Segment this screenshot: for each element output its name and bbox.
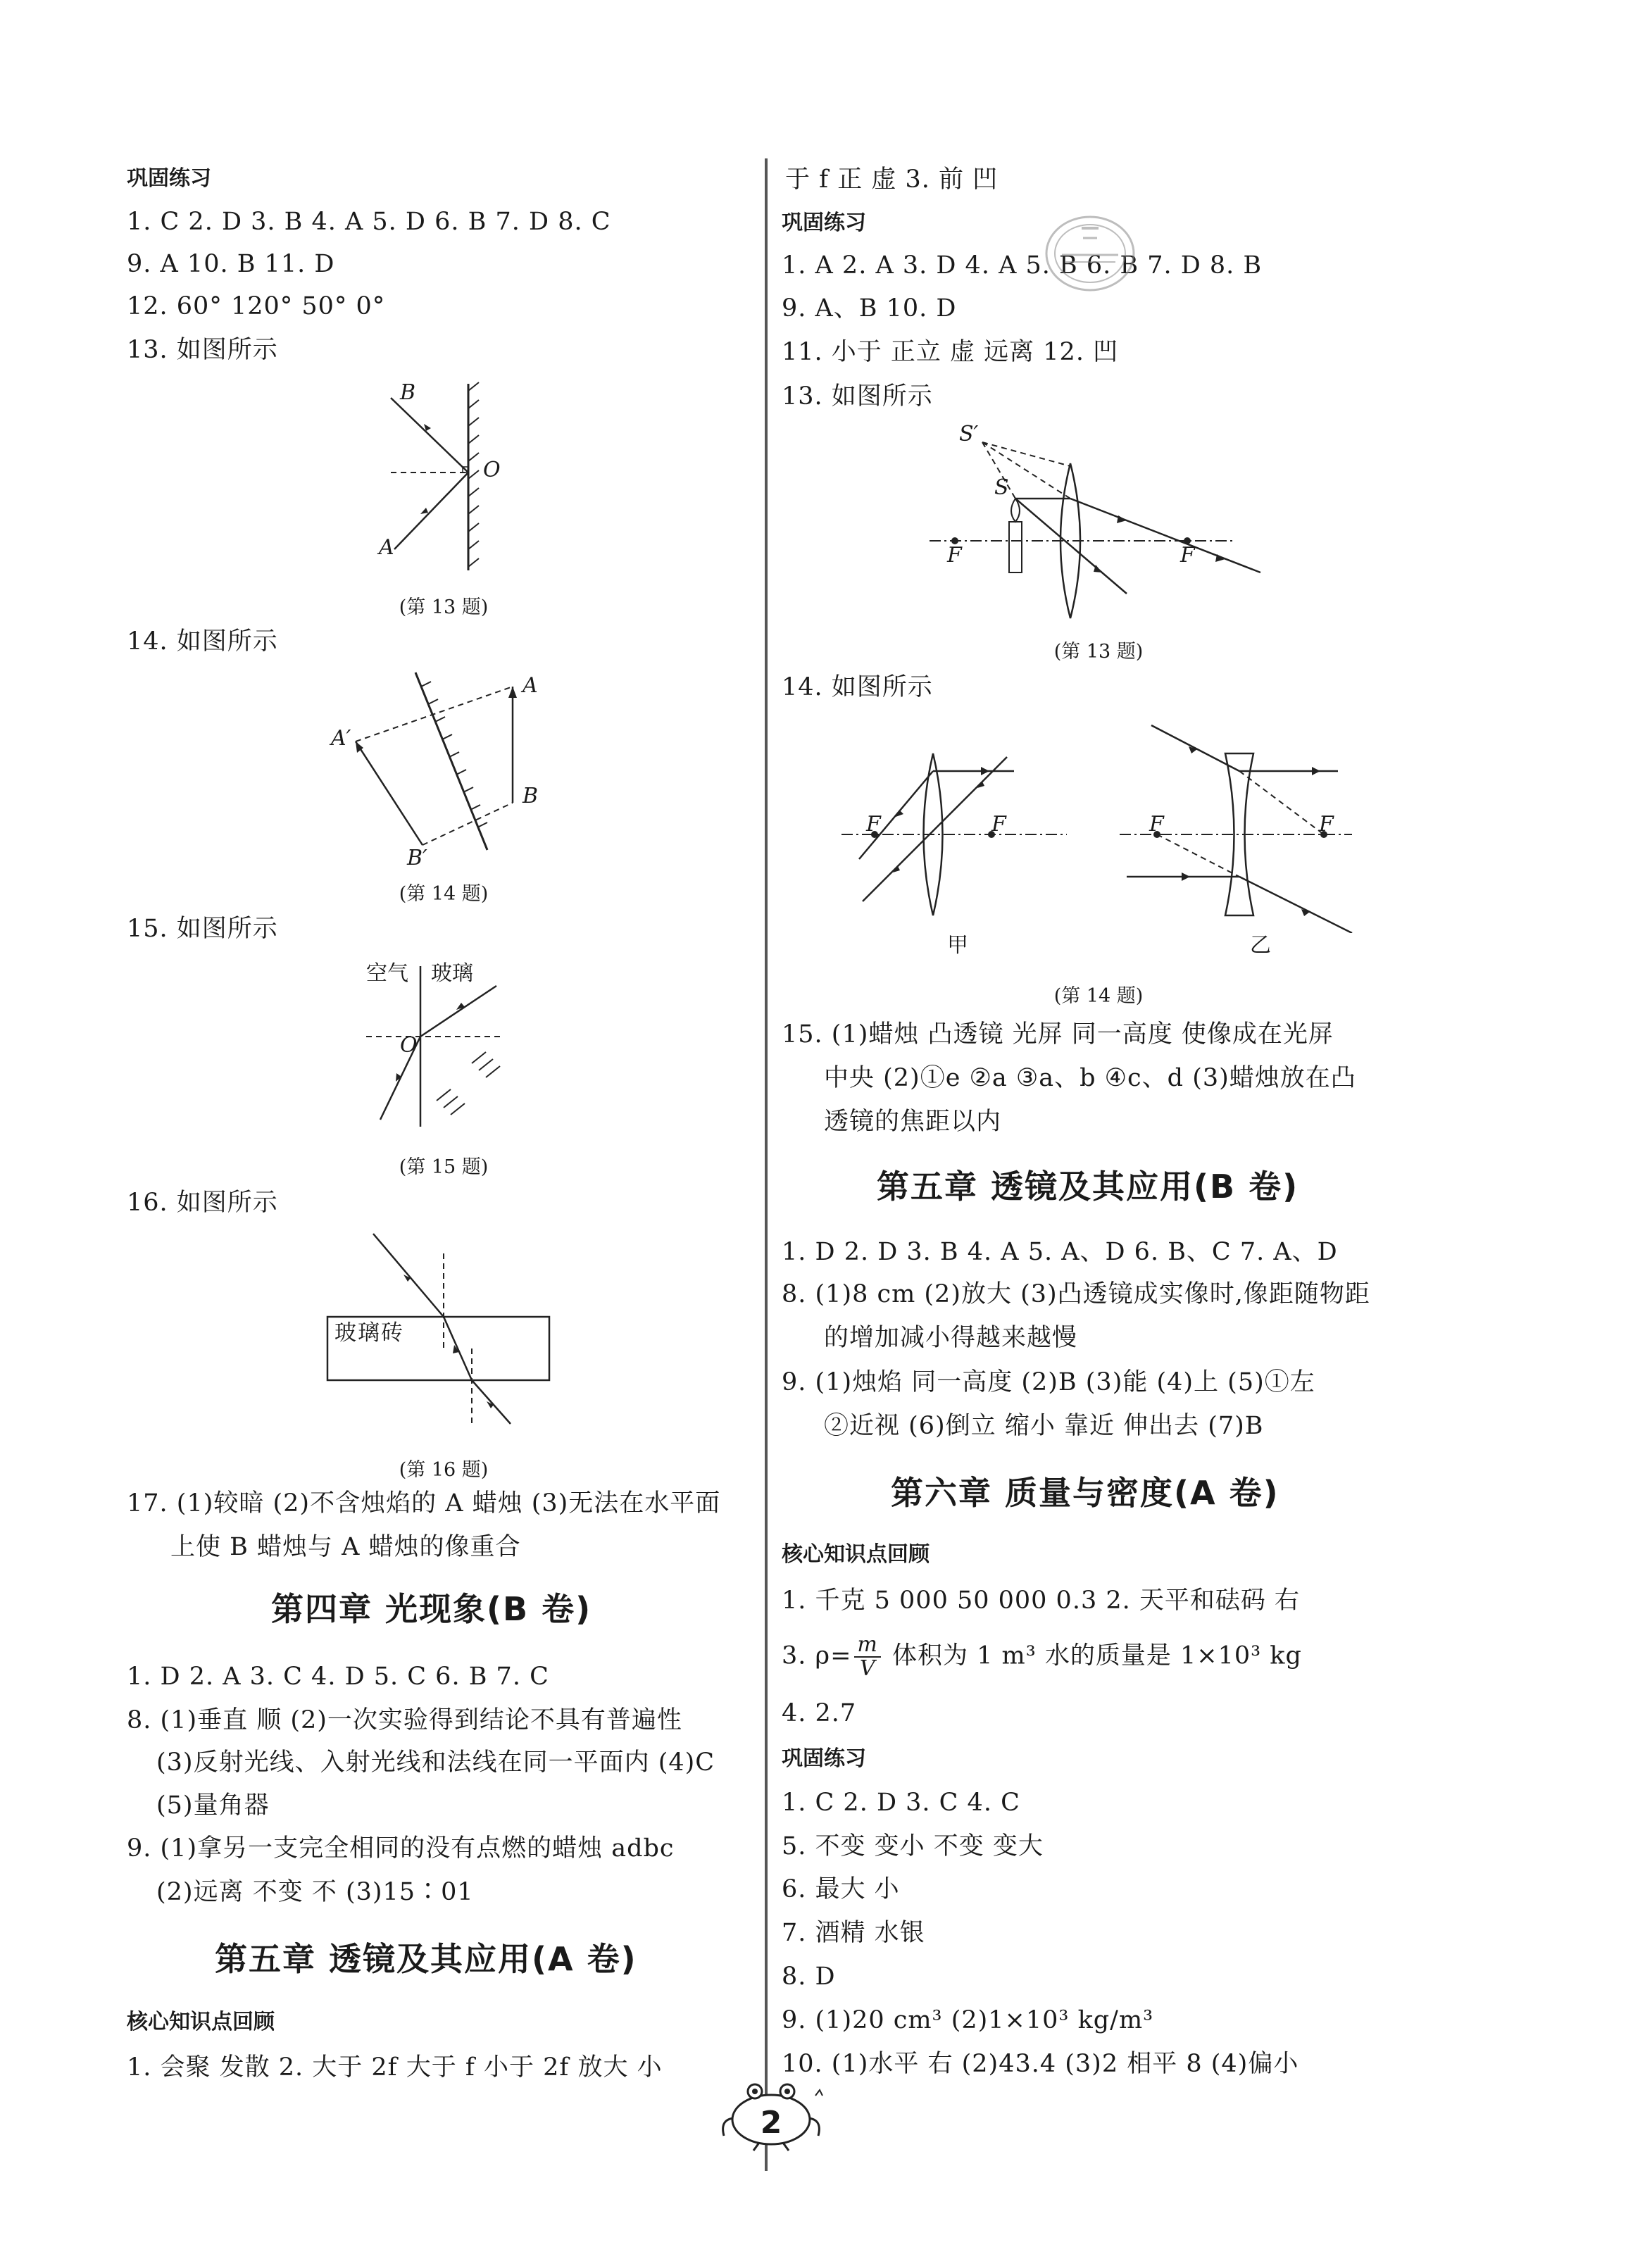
section-heading: 巩固练习 xyxy=(782,211,866,235)
watermark-stamp xyxy=(1041,211,1139,296)
section-heading: 巩固练习 xyxy=(127,166,211,191)
answer-line: 15. 如图所示 xyxy=(127,915,278,943)
figure-caption: (第 14 题) xyxy=(1053,985,1144,1007)
answer-line: 15. (1)蜡烛 凸透镜 光屏 同一高度 使像成在光屏 xyxy=(782,1020,1334,1049)
answer-line: 10. (1)水平 右 (2)43.4 (3)2 相平 8 (4)偏小 xyxy=(782,2050,1299,2078)
figure-14-plane-mirror-image xyxy=(324,658,556,870)
answer-line: 1. 会聚 发散 2. 大于 2f 大于 f 小于 2f 放大 小 xyxy=(127,2053,663,2082)
fig15-medium-glass: 玻璃 xyxy=(431,961,473,986)
svg-text:F: F xyxy=(1319,812,1334,837)
answer-line: 17. (1)较暗 (2)不含烛焰的 A 蜡烛 (3)无法在水平面 xyxy=(127,1489,721,1518)
fraction xyxy=(854,1634,880,1680)
svg-text:A: A xyxy=(522,673,538,698)
answer-line: 透镜的焦距以内 xyxy=(824,1108,1002,1136)
answer-line: 4. 2.7 xyxy=(782,1699,857,1727)
svg-text:A: A xyxy=(379,535,394,560)
answer-line: 的增加减小得越来越慢 xyxy=(824,1324,1078,1352)
fig16-brick-label: 玻璃砖 xyxy=(334,1320,404,1346)
svg-text:B: B xyxy=(522,784,539,808)
formula-description: 体积为 1 m³ 水的质量是 1×10³ kg xyxy=(883,1641,1302,1670)
svg-text:S: S xyxy=(994,475,1009,500)
answer-line: 12. 60° 120° 50° 0° xyxy=(127,292,386,320)
figure-caption: (第 15 题) xyxy=(399,1156,489,1178)
column-divider xyxy=(765,158,768,2171)
answer-line: (3)反射光线、入射光线和法线在同一平面内 (4)C xyxy=(156,1748,715,1777)
answer-line: 8. (1)垂直 顺 (2)一次实验得到结论不具有普遍性 xyxy=(127,1706,682,1734)
section-heading: 巩固练习 xyxy=(782,1746,866,1771)
figure-caption: (第 14 题) xyxy=(399,883,489,905)
svg-text:F: F xyxy=(866,812,881,837)
page-number: 2 xyxy=(760,2105,782,2141)
fraction-denominator: V xyxy=(859,1656,876,1681)
answer-line: 11. 小于 正立 虚 远离 12. 凹 xyxy=(782,338,1119,366)
fig14-label-jia: 甲 xyxy=(947,933,968,958)
svg-text:F: F xyxy=(1149,812,1164,837)
figure-15-refraction xyxy=(352,966,514,1135)
answer-line: 13. 如图所示 xyxy=(782,382,933,411)
svg-text:B: B xyxy=(400,380,416,405)
answer-line: 14. 如图所示 xyxy=(782,673,933,701)
answer-line: 5. 不变 变小 不变 变大 xyxy=(782,1832,1044,1860)
chapter-title: 第五章 透镜及其应用(A 卷) xyxy=(215,1940,637,1978)
answer-line: 9. (1)拿另一支完全相同的没有点燃的蜡烛 adbc xyxy=(127,1834,675,1863)
answer-line: 16. 如图所示 xyxy=(127,1189,278,1217)
figure-caption: (第 13 题) xyxy=(399,596,489,618)
fraction-numerator: m xyxy=(854,1634,880,1658)
svg-text:F: F xyxy=(991,812,1006,837)
chapter-title: 第四章 光现象(B 卷) xyxy=(271,1590,592,1628)
answer-line: 于 f 正 虚 3. 前 凹 xyxy=(785,165,999,194)
answer-line: 9. (1)烛焰 同一高度 (2)B (3)能 (4)上 (5)①左 xyxy=(782,1368,1315,1396)
figure-13-convex-lens xyxy=(915,421,1282,622)
answer-line: 1. C 2. D 3. B 4. A 5. D 6. B 7. D 8. C xyxy=(127,208,611,236)
answer-line: 8. (1)8 cm (2)放大 (3)凸透镜成实像时,像距随物距 xyxy=(782,1280,1370,1308)
svg-text:S′: S′ xyxy=(959,422,979,446)
density-formula-line xyxy=(782,1634,1302,1690)
svg-text:F: F xyxy=(947,543,962,568)
figure-caption: (第 16 题) xyxy=(399,1459,489,1481)
answer-line: 9. (1)20 cm³ (2)1×10³ kg/m³ xyxy=(782,2006,1154,2034)
svg-text:B′: B′ xyxy=(407,846,427,870)
section-heading: 核心知识点回顾 xyxy=(127,2010,275,2034)
answer-line: 1. A 2. A 3. D 4. A 5. B 6. B 7. D 8. B xyxy=(782,251,1263,280)
section-heading: 核心知识点回顾 xyxy=(782,1542,930,1567)
svg-text:F: F xyxy=(1180,543,1195,568)
answer-line: 8. D xyxy=(782,1963,836,1991)
fig14-label-yi: 乙 xyxy=(1250,933,1271,958)
answer-line: 6. 最大 小 xyxy=(782,1875,900,1903)
figure-13-mirror-reflection xyxy=(359,370,535,581)
svg-text:O: O xyxy=(483,458,501,482)
figure-caption: (第 13 题) xyxy=(1053,641,1144,663)
answer-line: 1. D 2. A 3. C 4. D 5. C 6. B 7. C xyxy=(127,1663,549,1691)
answer-line: (2)远离 不变 不 (3)15∶01 xyxy=(156,1878,474,1906)
answer-line: 9. A 10. B 11. D xyxy=(127,250,335,278)
answer-line: 上使 B 蜡烛与 A 蜡烛的像重合 xyxy=(170,1533,521,1561)
answer-line: 13. 如图所示 xyxy=(127,336,278,364)
svg-text:A′: A′ xyxy=(331,726,351,751)
answer-line: 1. 千克 5 000 50 000 0.3 2. 天平和砝码 右 xyxy=(782,1587,1300,1615)
svg-text:O: O xyxy=(400,1033,418,1058)
chapter-title: 第六章 质量与密度(A 卷) xyxy=(891,1474,1279,1512)
answer-line: (5)量角器 xyxy=(156,1791,270,1820)
formula-prefix: 3. ρ= xyxy=(782,1641,852,1670)
answer-line: ②近视 (6)倒立 缩小 靠近 伸出去 (7)B xyxy=(824,1412,1264,1440)
answer-line: 1. D 2. D 3. B 4. A 5. A、D 6. B、C 7. A、D xyxy=(782,1238,1338,1266)
answer-line: 1. C 2. D 3. C 4. C xyxy=(782,1789,1020,1817)
answer-line: 中央 (2)①e ②a ③a、b ④c、d (3)蜡烛放在凸 xyxy=(824,1064,1356,1092)
fig15-medium-air: 空气 xyxy=(366,961,408,986)
answer-line: 7. 酒精 水银 xyxy=(782,1919,925,1947)
answer-line: 14. 如图所示 xyxy=(127,627,278,656)
figure-14-lenses xyxy=(831,708,1366,933)
answer-line: 9. A、B 10. D xyxy=(782,294,957,323)
chapter-title: 第五章 透镜及其应用(B 卷) xyxy=(877,1168,1299,1206)
